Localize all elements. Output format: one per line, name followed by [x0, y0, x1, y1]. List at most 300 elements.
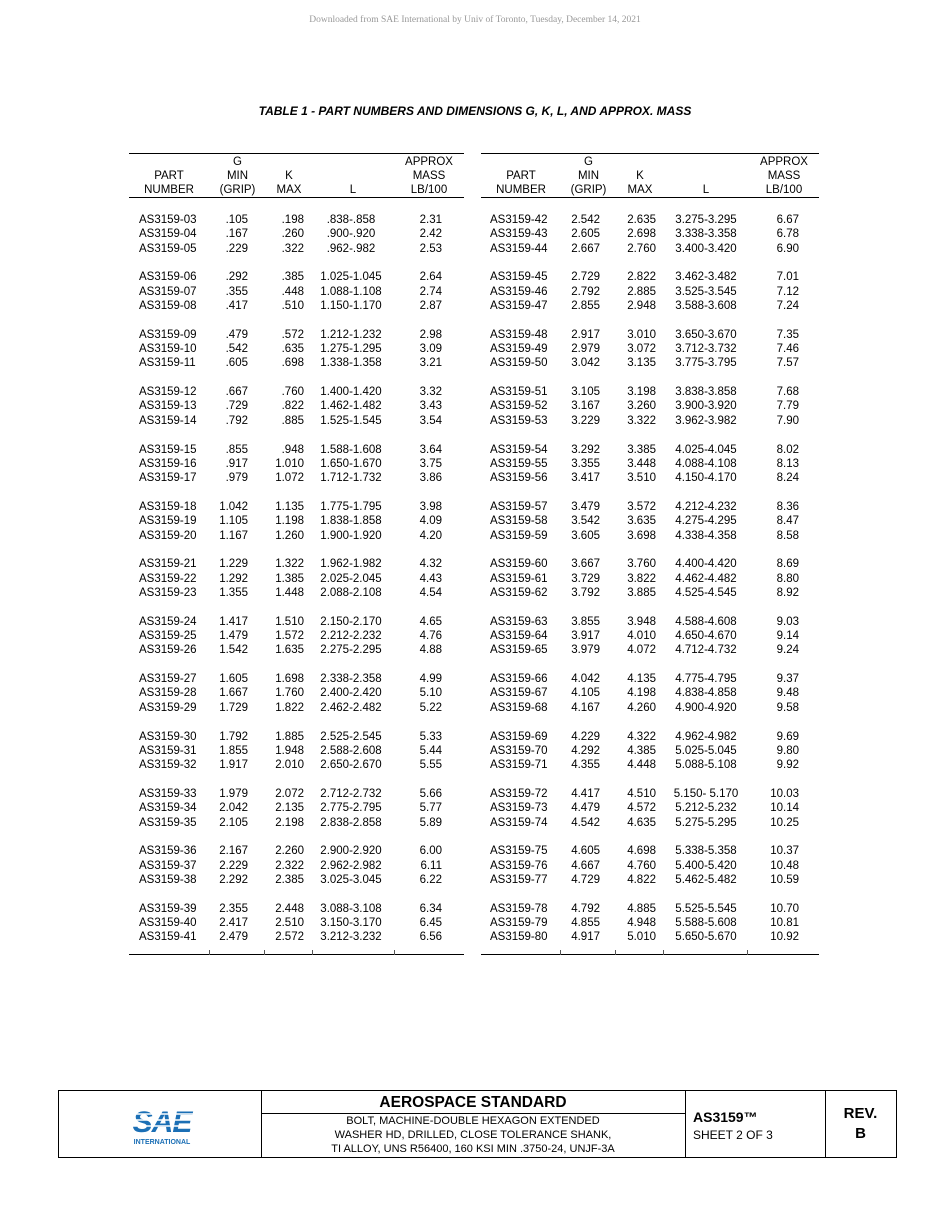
- parts-table-left: [129, 153, 464, 956]
- part-number-cell: AS3159-44: [490, 242, 548, 255]
- table-row: [481, 414, 819, 428]
- g-min-cell: 3.167: [571, 400, 600, 413]
- table-row: [481, 514, 819, 528]
- l-cell: 5.400-5.420: [675, 859, 737, 872]
- l-cell: 3.838-3.858: [675, 386, 737, 399]
- part-number-cell: AS3159-40: [139, 916, 197, 929]
- header-g-min-grip: G MIN (GRIP): [570, 156, 607, 196]
- g-min-cell: 2.417: [219, 916, 248, 929]
- l-cell: 3.525-3.545: [675, 285, 737, 298]
- row-group: [481, 213, 819, 256]
- l-cell: 2.900-2.920: [320, 845, 382, 858]
- l-cell: 3.275-3.295: [675, 214, 737, 226]
- table-row: [481, 916, 819, 930]
- g-min-cell: 3.979: [571, 644, 600, 657]
- mass-cell: 3.43: [419, 400, 442, 413]
- l-cell: 5.212-5.232: [675, 802, 737, 815]
- mass-cell: 4.32: [419, 558, 442, 571]
- table-row: [129, 572, 464, 586]
- g-min-cell: .729: [225, 400, 248, 413]
- mass-cell: 2.42: [419, 228, 442, 241]
- part-number-cell: AS3159-24: [139, 615, 197, 628]
- table-row: [129, 758, 464, 772]
- row-group: [129, 844, 464, 887]
- sheet-number: SHEET 2 OF 3: [693, 1128, 773, 1142]
- l-cell: 5.275-5.295: [675, 816, 737, 829]
- row-group: [481, 443, 819, 486]
- k-max-cell: 1.135: [275, 500, 304, 513]
- row-group: [129, 730, 464, 773]
- part-number-cell: AS3159-07: [139, 285, 197, 298]
- l-cell: 2.775-2.795: [320, 802, 382, 815]
- table-row: [129, 615, 464, 629]
- table-row: [481, 701, 819, 715]
- logo-subtext: INTERNATIONAL: [133, 1139, 191, 1146]
- g-min-cell: 4.917: [571, 931, 600, 944]
- k-max-cell: 2.635: [627, 214, 656, 226]
- part-number-cell: AS3159-06: [139, 271, 197, 284]
- part-number-cell: AS3159-69: [490, 730, 548, 743]
- g-min-cell: 1.979: [219, 787, 248, 800]
- l-cell: 4.900-4.920: [675, 701, 737, 714]
- l-cell: 4.400-4.420: [675, 558, 737, 571]
- k-max-cell: .948: [281, 443, 304, 456]
- table-row: [129, 844, 464, 858]
- mass-cell: 5.89: [419, 816, 442, 829]
- l-cell: 3.650-3.670: [675, 328, 737, 341]
- title-cell: [261, 1091, 686, 1157]
- table-row: [481, 686, 819, 700]
- part-number-cell: AS3159-75: [490, 845, 548, 858]
- row-group: [481, 902, 819, 945]
- mass-cell: 10.37: [770, 845, 799, 858]
- l-cell: 4.088-4.108: [675, 457, 737, 470]
- l-cell: 2.025-2.045: [320, 572, 382, 585]
- g-min-cell: 4.605: [571, 845, 600, 858]
- l-cell: 1.400-1.420: [320, 386, 382, 399]
- part-number-cell: AS3159-72: [490, 787, 548, 800]
- g-min-cell: .292: [225, 271, 248, 284]
- table-header-rule: [129, 197, 464, 198]
- l-cell: 5.088-5.108: [675, 759, 737, 772]
- k-max-cell: .385: [281, 271, 304, 284]
- k-max-cell: 2.260: [275, 845, 304, 858]
- g-min-cell: 4.167: [571, 701, 600, 714]
- row-group: [129, 385, 464, 428]
- l-cell: 2.338-2.358: [320, 673, 382, 686]
- l-cell: 4.212-4.232: [675, 500, 737, 513]
- download-watermark: Downloaded from SAE International by Univ of Toronto, Tuesday, December 14, 2021: [309, 15, 641, 25]
- part-number-cell: AS3159-66: [490, 673, 548, 686]
- l-cell: 1.775-1.795: [320, 500, 382, 513]
- table-row: [129, 385, 464, 399]
- l-cell: 2.588-2.608: [320, 744, 382, 757]
- part-number-cell: AS3159-37: [139, 859, 197, 872]
- g-min-cell: 1.167: [219, 529, 248, 542]
- k-max-cell: 2.572: [275, 931, 304, 944]
- k-max-cell: 4.010: [627, 630, 656, 643]
- g-min-cell: 1.542: [219, 644, 248, 657]
- k-max-cell: 2.135: [275, 802, 304, 815]
- g-min-cell: 3.667: [571, 558, 600, 571]
- part-number-cell: AS3159-39: [139, 902, 197, 915]
- g-min-cell: 2.229: [219, 859, 248, 872]
- part-number-cell: AS3159-80: [490, 931, 548, 944]
- l-cell: 1.650-1.670: [320, 457, 382, 470]
- g-min-cell: 2.979: [571, 343, 600, 356]
- l-cell: 2.212-2.232: [320, 630, 382, 643]
- mass-cell: 5.10: [419, 687, 442, 700]
- g-min-cell: 2.917: [571, 328, 600, 341]
- g-min-cell: 1.105: [219, 515, 248, 528]
- k-max-cell: 4.635: [627, 816, 656, 829]
- k-max-cell: 5.010: [627, 931, 656, 944]
- header-approx-mass: APPROX MASS LB/100: [760, 156, 808, 196]
- header-part-number: PART NUMBER: [496, 170, 546, 196]
- k-max-cell: 3.822: [627, 572, 656, 585]
- part-number-cell: AS3159-09: [139, 328, 197, 341]
- table-row: [481, 816, 819, 830]
- g-min-cell: 1.042: [219, 500, 248, 513]
- table-row: [481, 787, 819, 801]
- l-cell: 3.025-3.045: [320, 873, 382, 886]
- k-max-cell: 3.260: [627, 400, 656, 413]
- l-cell: 5.462-5.482: [675, 873, 737, 886]
- l-cell: 1.588-1.608: [320, 443, 382, 456]
- part-number-cell: AS3159-74: [490, 816, 548, 829]
- mass-cell: 9.24: [776, 644, 799, 657]
- g-min-cell: 3.042: [571, 357, 600, 370]
- part-number-cell: AS3159-10: [139, 343, 197, 356]
- l-cell: 4.525-4.545: [675, 586, 737, 599]
- g-min-cell: 1.729: [219, 701, 248, 714]
- header-l: L: [349, 184, 357, 196]
- k-max-cell: 2.760: [627, 242, 656, 255]
- part-number-cell: AS3159-51: [490, 386, 548, 399]
- table-row: [481, 902, 819, 916]
- part-number-cell: AS3159-29: [139, 701, 197, 714]
- l-cell: 3.962-3.982: [675, 414, 737, 427]
- mass-cell: 8.02: [776, 443, 799, 456]
- l-cell: 3.338-3.358: [675, 228, 737, 241]
- mass-cell: 3.54: [419, 414, 442, 427]
- table-row: [129, 471, 464, 485]
- k-max-cell: 2.072: [275, 787, 304, 800]
- part-number-cell: AS3159-53: [490, 414, 548, 427]
- part-number-cell: AS3159-31: [139, 744, 197, 757]
- mass-cell: 9.14: [776, 630, 799, 643]
- mass-cell: 3.86: [419, 472, 442, 485]
- g-min-cell: 3.917: [571, 630, 600, 643]
- mass-cell: 3.75: [419, 457, 442, 470]
- g-min-cell: .542: [225, 343, 248, 356]
- table-row: [129, 356, 464, 370]
- mass-cell: 10.25: [770, 816, 799, 829]
- part-number-cell: AS3159-62: [490, 586, 548, 599]
- part-number-cell: AS3159-71: [490, 759, 548, 772]
- l-cell: 3.712-3.732: [675, 343, 737, 356]
- table-row: [129, 399, 464, 413]
- g-min-cell: 2.292: [219, 873, 248, 886]
- table-row: [481, 629, 819, 643]
- revision-label: REV.: [843, 1105, 878, 1122]
- k-max-cell: 1.635: [275, 644, 304, 657]
- k-max-cell: 2.010: [275, 759, 304, 772]
- table-row: [481, 242, 819, 256]
- mass-cell: 2.87: [419, 299, 442, 312]
- mass-cell: 5.33: [419, 730, 442, 743]
- k-max-cell: 3.948: [627, 615, 656, 628]
- table-top-rule: [129, 153, 464, 154]
- table-row: [481, 572, 819, 586]
- g-min-cell: 2.479: [219, 931, 248, 944]
- g-min-cell: 3.229: [571, 414, 600, 427]
- parts-table-right: [481, 153, 819, 956]
- g-min-cell: 4.729: [571, 873, 600, 886]
- row-group: [481, 557, 819, 600]
- k-max-cell: 2.698: [627, 228, 656, 241]
- table-row: [129, 873, 464, 887]
- row-group: [129, 500, 464, 543]
- k-max-cell: 4.072: [627, 644, 656, 657]
- g-min-cell: 2.105: [219, 816, 248, 829]
- part-number-cell: AS3159-68: [490, 701, 548, 714]
- l-cell: 4.962-4.982: [675, 730, 737, 743]
- header-k-max: K MAX: [627, 170, 653, 196]
- mass-cell: 5.22: [419, 701, 442, 714]
- l-cell: 3.588-3.608: [675, 299, 737, 312]
- k-max-cell: 4.510: [627, 787, 656, 800]
- g-min-cell: 4.542: [571, 816, 600, 829]
- part-number-cell: AS3159-26: [139, 644, 197, 657]
- k-max-cell: 3.885: [627, 586, 656, 599]
- table-row: [481, 213, 819, 227]
- k-max-cell: .572: [281, 328, 304, 341]
- part-number-cell: AS3159-38: [139, 873, 197, 886]
- row-group: [129, 787, 464, 830]
- part-number-cell: AS3159-43: [490, 228, 548, 241]
- l-cell: 4.338-4.358: [675, 529, 737, 542]
- revision-value: B: [855, 1125, 866, 1142]
- row-group: [129, 328, 464, 371]
- table-row: [481, 299, 819, 313]
- k-max-cell: 4.260: [627, 701, 656, 714]
- mass-cell: 4.99: [419, 673, 442, 686]
- row-group: [481, 500, 819, 543]
- part-number-cell: AS3159-03: [139, 214, 197, 226]
- part-number-cell: AS3159-13: [139, 400, 197, 413]
- mass-cell: 3.09: [419, 343, 442, 356]
- k-max-cell: 4.448: [627, 759, 656, 772]
- mass-cell: 8.80: [776, 572, 799, 585]
- table-row: [481, 744, 819, 758]
- l-cell: 4.775-4.795: [675, 673, 737, 686]
- k-max-cell: 3.010: [627, 328, 656, 341]
- table-row: [481, 557, 819, 571]
- table-row: [129, 744, 464, 758]
- l-cell: 5.650-5.670: [675, 931, 737, 944]
- part-number-cell: AS3159-30: [139, 730, 197, 743]
- k-max-cell: 1.385: [275, 572, 304, 585]
- part-number-cell: AS3159-50: [490, 357, 548, 370]
- g-min-cell: 1.355: [219, 586, 248, 599]
- table-row: [129, 686, 464, 700]
- table-row: [129, 443, 464, 457]
- l-cell: 1.838-1.858: [320, 515, 382, 528]
- l-cell: .838-.858: [326, 214, 376, 226]
- part-number-cell: AS3159-65: [490, 644, 548, 657]
- part-number-cell: AS3159-21: [139, 558, 197, 571]
- table-row: [481, 270, 819, 284]
- mass-cell: 4.43: [419, 572, 442, 585]
- row-group: [129, 270, 464, 313]
- part-number-cell: AS3159-60: [490, 558, 548, 571]
- part-number-cell: AS3159-33: [139, 787, 197, 800]
- l-cell: 1.962-1.982: [320, 558, 382, 571]
- table-row: [481, 285, 819, 299]
- k-max-cell: 3.760: [627, 558, 656, 571]
- mass-cell: 2.64: [419, 271, 442, 284]
- document-number-cell: [685, 1091, 826, 1157]
- g-min-cell: 3.605: [571, 529, 600, 542]
- part-number-cell: AS3159-70: [490, 744, 548, 757]
- header-g-min-grip: G MIN (GRIP): [219, 156, 256, 196]
- part-number-cell: AS3159-49: [490, 343, 548, 356]
- k-max-cell: 2.885: [627, 285, 656, 298]
- logo-cell: [59, 1091, 262, 1157]
- table-body-right: [481, 213, 819, 959]
- part-number-cell: AS3159-41: [139, 931, 197, 944]
- g-min-cell: 4.042: [571, 673, 600, 686]
- mass-cell: 3.21: [419, 357, 442, 370]
- g-min-cell: 1.292: [219, 572, 248, 585]
- g-min-cell: 2.542: [571, 214, 600, 226]
- g-min-cell: 1.917: [219, 759, 248, 772]
- table-row: [481, 586, 819, 600]
- table-row: [481, 859, 819, 873]
- l-cell: 4.588-4.608: [675, 615, 737, 628]
- l-cell: 2.712-2.732: [320, 787, 382, 800]
- part-number-cell: AS3159-77: [490, 873, 548, 886]
- g-min-cell: 3.355: [571, 457, 600, 470]
- k-max-cell: .760: [281, 386, 304, 399]
- row-group: [481, 328, 819, 371]
- g-min-cell: 3.792: [571, 586, 600, 599]
- header-l: L: [702, 184, 710, 196]
- k-max-cell: 1.510: [275, 615, 304, 628]
- k-max-cell: 1.448: [275, 586, 304, 599]
- l-cell: 4.712-4.732: [675, 644, 737, 657]
- mass-cell: 7.24: [776, 299, 799, 312]
- l-cell: 3.150-3.170: [320, 916, 382, 929]
- l-cell: 5.025-5.045: [675, 744, 737, 757]
- mass-cell: 2.74: [419, 285, 442, 298]
- l-cell: 1.462-1.482: [320, 400, 382, 413]
- table-row: [481, 529, 819, 543]
- g-min-cell: 4.355: [571, 759, 600, 772]
- part-number-cell: AS3159-17: [139, 472, 197, 485]
- mass-cell: 4.65: [419, 615, 442, 628]
- l-cell: 3.400-3.420: [675, 242, 737, 255]
- table-row: [481, 672, 819, 686]
- table-row: [129, 227, 464, 241]
- g-min-cell: 3.292: [571, 443, 600, 456]
- part-number-cell: AS3159-45: [490, 271, 548, 284]
- part-number-cell: AS3159-23: [139, 586, 197, 599]
- k-max-cell: 4.885: [627, 902, 656, 915]
- g-min-cell: 2.167: [219, 845, 248, 858]
- mass-cell: 10.48: [770, 859, 799, 872]
- table-row: [481, 500, 819, 514]
- row-group: [129, 557, 464, 600]
- table-row: [129, 328, 464, 342]
- mass-cell: 7.79: [776, 400, 799, 413]
- table-top-rule: [481, 153, 819, 154]
- part-number-cell: AS3159-22: [139, 572, 197, 585]
- l-cell: 2.525-2.545: [320, 730, 382, 743]
- l-cell: 4.150-4.170: [675, 472, 737, 485]
- g-min-cell: 3.105: [571, 386, 600, 399]
- l-cell: 2.650-2.670: [320, 759, 382, 772]
- k-max-cell: 1.322: [275, 558, 304, 571]
- table-title: TABLE 1 - PART NUMBERS AND DIMENSIONS G, K, L, AND APPROX. MASS: [258, 104, 692, 118]
- table-row: [129, 500, 464, 514]
- k-max-cell: .260: [281, 228, 304, 241]
- k-max-cell: 1.260: [275, 529, 304, 542]
- title-block: [58, 1090, 897, 1158]
- header-part-number: PART NUMBER: [144, 170, 194, 196]
- table-row: [129, 270, 464, 284]
- mass-cell: 10.03: [770, 787, 799, 800]
- mass-cell: 10.14: [770, 802, 799, 815]
- l-cell: 4.275-4.295: [675, 515, 737, 528]
- l-cell: 3.775-3.795: [675, 357, 737, 370]
- table-row: [129, 916, 464, 930]
- table-row: [129, 629, 464, 643]
- mass-cell: 4.20: [419, 529, 442, 542]
- part-number-cell: AS3159-28: [139, 687, 197, 700]
- l-cell: 3.212-3.232: [320, 931, 382, 944]
- g-min-cell: 2.729: [571, 271, 600, 284]
- part-number-cell: AS3159-54: [490, 443, 548, 456]
- part-number-cell: AS3159-76: [490, 859, 548, 872]
- mass-cell: 9.92: [776, 759, 799, 772]
- description-line: BOLT, MACHINE-DOUBLE HEXAGON EXTENDED: [346, 1115, 600, 1127]
- mass-cell: 5.44: [419, 744, 442, 757]
- k-max-cell: .885: [281, 414, 304, 427]
- table-row: [481, 227, 819, 241]
- description-line: WASHER HD, DRILLED, CLOSE TOLERANCE SHANK,: [334, 1129, 612, 1141]
- l-cell: 5.150- 5.170: [673, 787, 739, 800]
- k-max-cell: 1.010: [275, 457, 304, 470]
- mass-cell: 9.80: [776, 744, 799, 757]
- table-row: [481, 758, 819, 772]
- g-min-cell: 1.605: [219, 673, 248, 686]
- mass-cell: 4.09: [419, 515, 442, 528]
- l-cell: 1.212-1.232: [320, 328, 382, 341]
- part-number-cell: AS3159-19: [139, 515, 197, 528]
- l-cell: .962-.982: [326, 242, 376, 255]
- l-cell: 1.525-1.545: [320, 414, 382, 427]
- header-approx-mass: APPROX MASS LB/100: [405, 156, 453, 196]
- l-cell: 1.088-1.108: [320, 285, 382, 298]
- k-max-cell: 2.510: [275, 916, 304, 929]
- g-min-cell: 1.792: [219, 730, 248, 743]
- g-min-cell: 1.417: [219, 615, 248, 628]
- mass-cell: 2.53: [419, 242, 442, 255]
- l-cell: 2.838-2.858: [320, 816, 382, 829]
- k-max-cell: 4.385: [627, 744, 656, 757]
